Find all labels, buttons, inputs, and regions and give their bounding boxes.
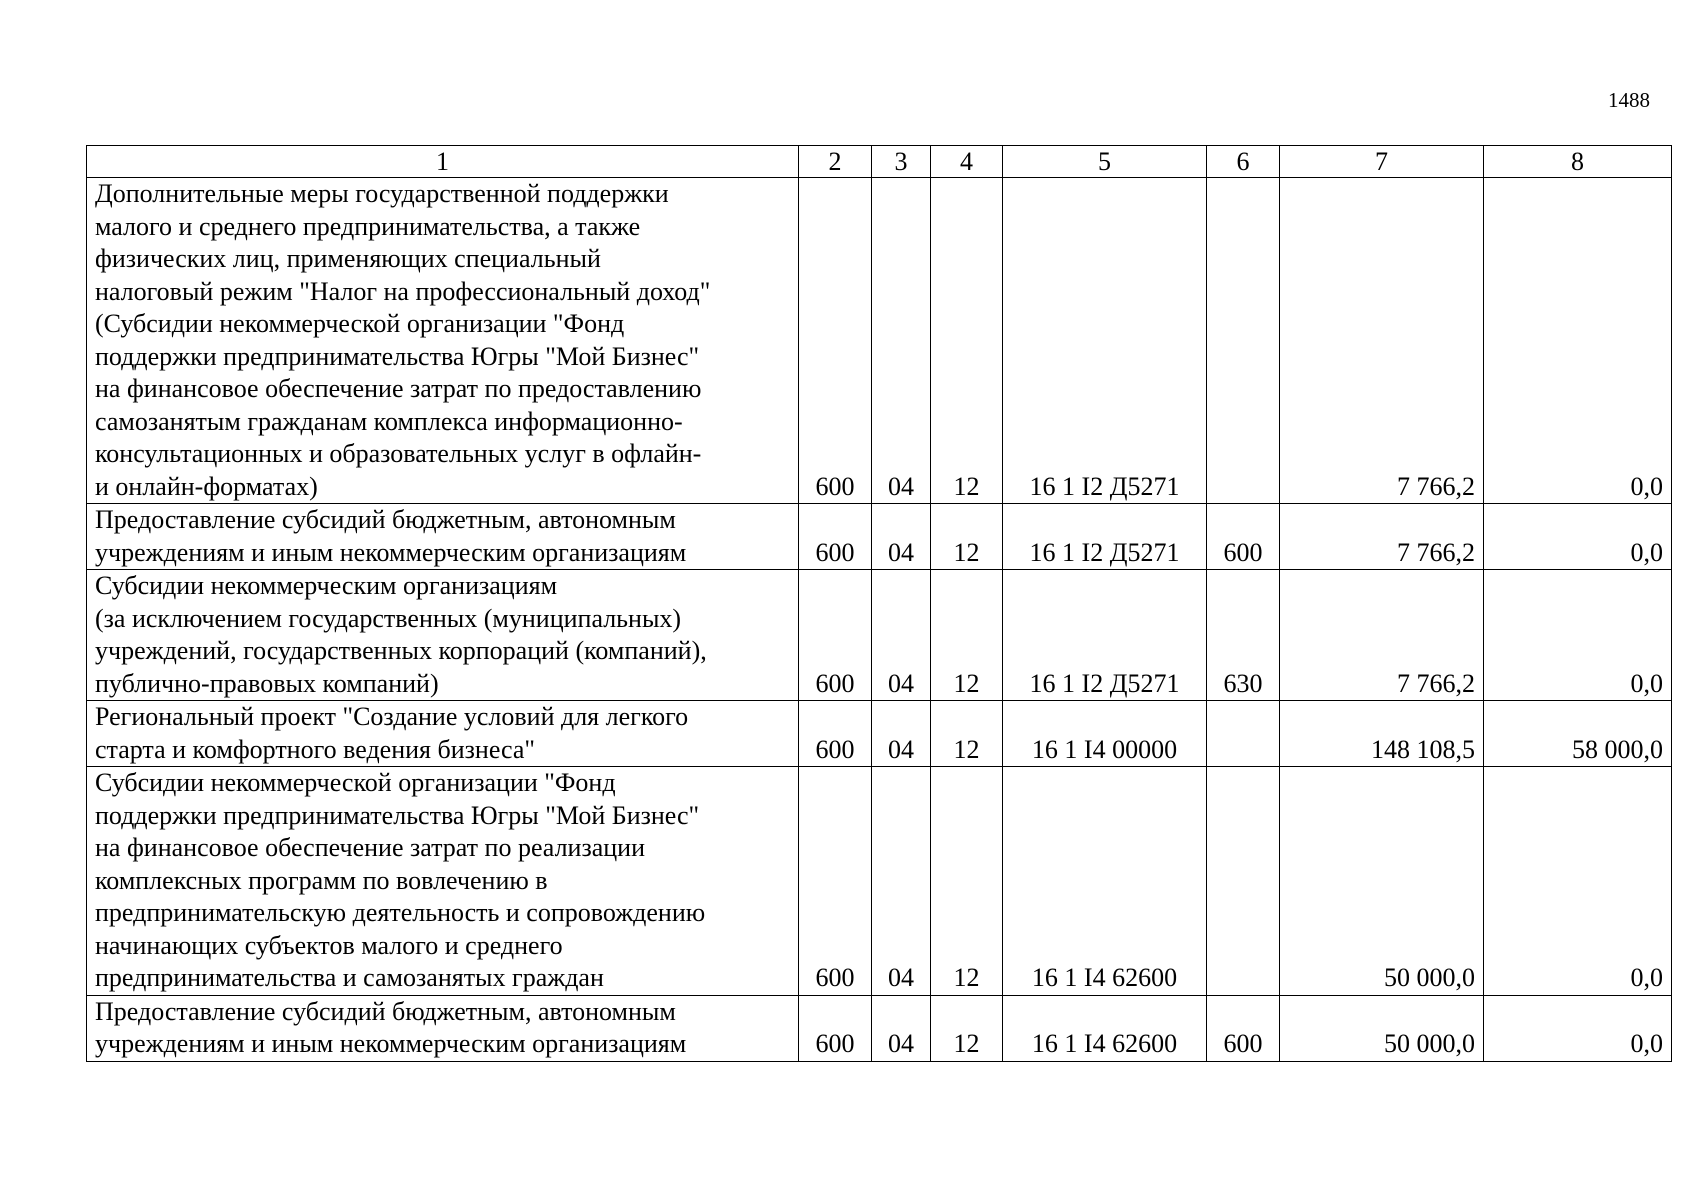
cell-col-5: 16 1 I2 Д5271 xyxy=(1003,504,1207,570)
cell-name-line: Субсидии некоммерческим организациям xyxy=(95,571,558,600)
cell-col-7: 7 766,2 xyxy=(1280,570,1484,701)
cell-col-3: 04 xyxy=(872,701,931,767)
table-row xyxy=(87,701,1672,767)
table-row xyxy=(87,995,1672,1061)
cell-name xyxy=(87,995,799,1061)
cell-name-line: предпринимательства и самозанятых граждан xyxy=(95,963,604,992)
cell-col-6: 600 xyxy=(1207,504,1280,570)
cell-name-line: и онлайн-форматах) xyxy=(95,471,318,501)
cell-col-8: 58 000,0 xyxy=(1484,701,1672,767)
cell-col-2: 600 xyxy=(799,701,872,767)
cell-name-line: Региональный проект "Создание условий для легкого xyxy=(95,702,689,731)
cell-col-7: 148 108,5 xyxy=(1280,701,1484,767)
cell-col-5: 16 1 I2 Д5271 xyxy=(1003,178,1207,504)
cell-col-3: 04 xyxy=(872,504,931,570)
page-number: 1488 xyxy=(1608,88,1650,112)
cell-col-7: 7 766,2 xyxy=(1280,178,1484,504)
cell-col-2: 600 xyxy=(799,995,872,1061)
cell-name-line: Предоставление субсидий бюджетным, автономным xyxy=(95,996,676,1026)
cell-name-line: учреждениям и иным некоммерческим организациям xyxy=(95,537,687,567)
cell-col-3: 04 xyxy=(872,178,931,504)
header-cell-2: 2 xyxy=(799,146,872,178)
cell-col-4: 12 xyxy=(931,570,1003,701)
cell-col-7: 7 766,2 xyxy=(1280,504,1484,570)
cell-col-4: 12 xyxy=(931,701,1003,767)
cell-name-line: самозанятым гражданам комплекса информационно- xyxy=(95,406,683,436)
cell-col-6 xyxy=(1207,767,1280,996)
budget-table xyxy=(86,145,1672,1062)
cell-name xyxy=(87,178,799,504)
cell-name-line: Субсидии некоммерческой организации "Фонд xyxy=(95,768,616,797)
cell-name-line: (Субсидии некоммерческой организации "Фонд xyxy=(95,309,625,338)
cell-name-line: малого и среднего предпринимательства, а также xyxy=(95,211,641,241)
cell-name-line: предпринимательскую деятельность и сопровождению xyxy=(95,898,706,927)
cell-col-3: 04 xyxy=(872,995,931,1061)
cell-name-line: консультационных и образовательных услуг в офлайн- xyxy=(95,439,702,468)
cell-col-8: 0,0 xyxy=(1484,178,1672,504)
cell-col-8: 0,0 xyxy=(1484,570,1672,701)
header-cell-3: 3 xyxy=(872,146,931,178)
cell-col-6: 630 xyxy=(1207,570,1280,701)
cell-col-8: 0,0 xyxy=(1484,504,1672,570)
cell-name-line: старта и комфортного ведения бизнеса" xyxy=(95,734,536,764)
cell-name-line: учреждениям и иным некоммерческим организациям xyxy=(95,1029,687,1058)
cell-name xyxy=(87,767,799,996)
cell-name-line: налоговый режим "Налог на профессиональный доход" xyxy=(95,276,711,306)
cell-col-2: 600 xyxy=(799,504,872,570)
cell-col-2: 600 xyxy=(799,767,872,996)
cell-name-line: поддержки предпринимательства Югры "Мой Бизнес" xyxy=(95,800,700,830)
cell-col-7: 50 000,0 xyxy=(1280,995,1484,1061)
cell-name-line: (за исключением государственных (муниципальных) xyxy=(95,603,682,633)
table-header-row xyxy=(87,146,1672,178)
cell-col-5: 16 1 I4 62600 xyxy=(1003,767,1207,996)
cell-name-line: учреждений, государственных корпораций (компаний), xyxy=(95,636,707,665)
cell-col-8: 0,0 xyxy=(1484,995,1672,1061)
table-row xyxy=(87,504,1672,570)
header-cell-1: 1 xyxy=(87,146,799,178)
table-row xyxy=(87,767,1672,996)
cell-col-5: 16 1 I2 Д5271 xyxy=(1003,570,1207,701)
cell-name-line: на финансовое обеспечение затрат по предоставлению xyxy=(95,374,702,403)
cell-name xyxy=(87,570,799,701)
cell-col-6: 600 xyxy=(1207,995,1280,1061)
cell-name-line: комплексных программ по вовлечению в xyxy=(95,865,548,895)
cell-col-2: 600 xyxy=(799,178,872,504)
cell-name-line: начинающих субъектов малого и среднего xyxy=(95,930,563,960)
cell-name xyxy=(87,701,799,767)
header-cell-7: 7 xyxy=(1280,146,1484,178)
cell-name-line: физических лиц, применяющих специальный xyxy=(95,244,601,273)
cell-col-5: 16 1 I4 62600 xyxy=(1003,995,1207,1061)
cell-col-4: 12 xyxy=(931,178,1003,504)
header-cell-6: 6 xyxy=(1207,146,1280,178)
cell-col-4: 12 xyxy=(931,767,1003,996)
cell-col-5: 16 1 I4 00000 xyxy=(1003,701,1207,767)
cell-name xyxy=(87,504,799,570)
cell-col-4: 12 xyxy=(931,504,1003,570)
cell-name-line: на финансовое обеспечение затрат по реализации xyxy=(95,833,646,862)
cell-name-line: поддержки предпринимательства Югры "Мой Бизнес" xyxy=(95,341,700,371)
cell-col-2: 600 xyxy=(799,570,872,701)
header-cell-5: 5 xyxy=(1003,146,1207,178)
cell-name-line: публично-правовых компаний) xyxy=(95,668,439,698)
cell-col-6 xyxy=(1207,178,1280,504)
cell-col-3: 04 xyxy=(872,570,931,701)
cell-col-7: 50 000,0 xyxy=(1280,767,1484,996)
header-cell-8: 8 xyxy=(1484,146,1672,178)
cell-name-line: Дополнительные меры государственной поддержки xyxy=(95,179,669,208)
cell-name-line: Предоставление субсидий бюджетным, автономным xyxy=(95,505,676,534)
table-row xyxy=(87,178,1672,504)
cell-col-4: 12 xyxy=(931,995,1003,1061)
table-row xyxy=(87,570,1672,701)
header-cell-4: 4 xyxy=(931,146,1003,178)
cell-col-8: 0,0 xyxy=(1484,767,1672,996)
cell-col-6 xyxy=(1207,701,1280,767)
cell-col-3: 04 xyxy=(872,767,931,996)
